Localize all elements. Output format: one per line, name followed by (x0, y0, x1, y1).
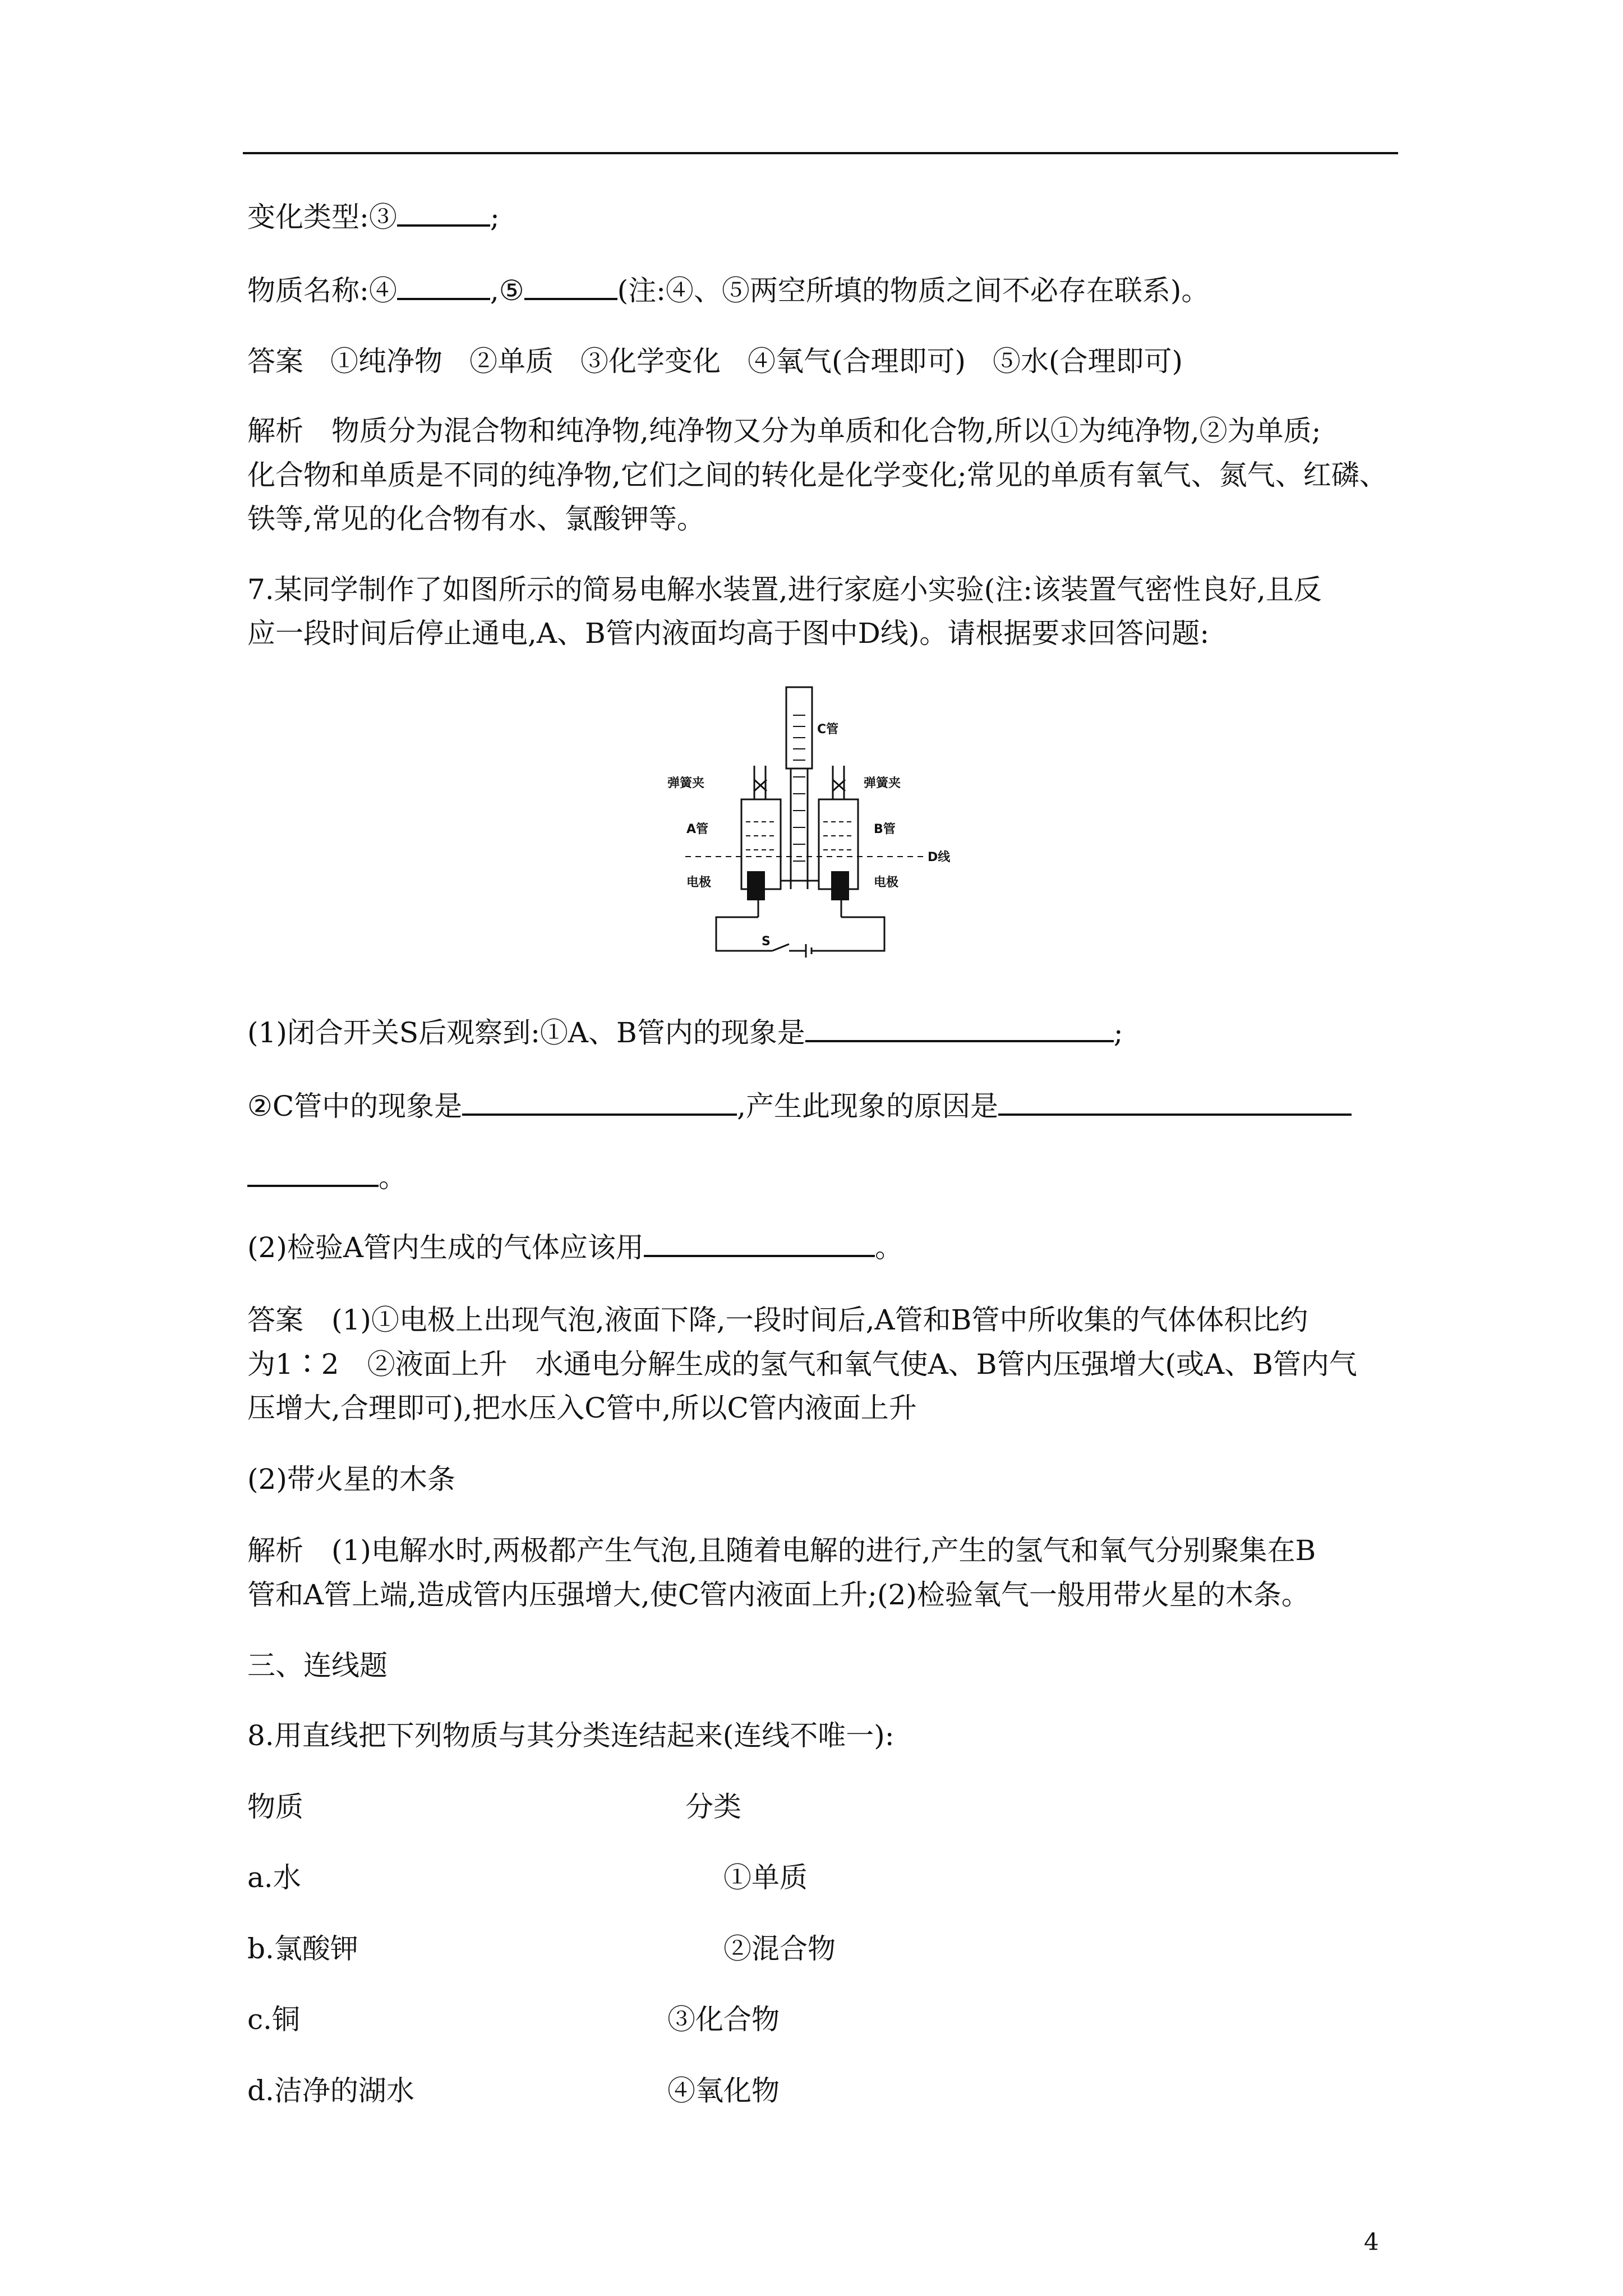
label-electrode-left: 电极 (686, 876, 712, 890)
blank-7-2[interactable] (644, 1230, 875, 1257)
analysis-6-line2: 化合物和单质是不同的纯净物,它们之间的转化是化学变化;常见的单质有氧气、氮气、红磷、 (247, 459, 1387, 491)
blank-7-1-reason-cont[interactable] (247, 1160, 379, 1187)
matching-category-4: ④氧化物 (667, 2074, 780, 2107)
header-rule (243, 152, 1398, 154)
question-7-line2: 应一段时间后停止通电,A、B管内液面均高于图中D线)。请根据要求回答问题: (247, 617, 1210, 650)
matching-category-2: ②混合物 (723, 1932, 836, 1965)
question-7-line1: 7.某同学制作了如图所示的简易电解水装置,进行家庭小实验(注:该装置气密性良好,且反 (247, 573, 1322, 606)
answer-7-line3: 压增大,合理即可),把水压入C管中,所以C管内液面上升 (247, 1392, 917, 1424)
matching-item-a: a.水 (247, 1861, 301, 1894)
electrode-right (831, 871, 849, 900)
matching-item-b: b.氯酸钾 (247, 1932, 358, 1965)
question-7-1: (1)闭合开关S后观察到:①A、B管内的现象是 ; (247, 1016, 1123, 1049)
blank-4[interactable] (397, 273, 490, 300)
page-number: 4 (1364, 2228, 1379, 2256)
label-clip-left: 弹簧夹 (667, 776, 705, 790)
electrolysis-apparatus-figure (663, 682, 966, 968)
label-a-tube: A管 (686, 822, 709, 836)
line-substance-names: 物质名称:④ ,⑤ (注:④、⑤两空所填的物质之间不必存在联系)。 (247, 274, 1210, 307)
label-clip-right: 弹簧夹 (864, 776, 901, 790)
question-7-1-reason-cont: 。 (247, 1160, 407, 1194)
label-d-line: D线 (928, 850, 951, 864)
question-7-1-c-tube: ②C管中的现象是 ,产生此现象的原因是 (247, 1089, 1352, 1123)
question-8: 8.用直线把下列物质与其分类连结起来(连线不唯一): (247, 1719, 895, 1752)
label-switch: S (762, 935, 771, 949)
blank-5[interactable] (524, 273, 617, 300)
question-7-2: (2)检验A管内生成的气体应该用 。 (247, 1231, 903, 1264)
analysis-7-line1: 解析 (1)电解水时,两极都产生气泡,且随着电解的进行,产生的氢气和氧气分别聚集在B (247, 1534, 1316, 1567)
label-b-tube: B管 (874, 822, 896, 836)
matching-category-1: ①单质 (723, 1861, 808, 1894)
answer-7-part2: (2)带火星的木条 (247, 1463, 455, 1496)
matching-item-c: c.铜 (247, 2003, 300, 2036)
line-answer-6: 答案 ①纯净物 ②单质 ③化学变化 ④氧气(合理即可) ⑤水(合理即可) (247, 345, 1183, 378)
analysis-6-line3: 铁等,常见的化合物有水、氯酸钾等。 (247, 503, 705, 535)
answer-7-line2: 为1∶2 ②液面上升 水通电分解生成的氢气和氧气使A、B管内压强增大(或A、B管内气 (247, 1348, 1357, 1381)
matching-item-d: d.洁净的湖水 (247, 2074, 414, 2107)
matching-category-3: ③化合物 (667, 2003, 780, 2036)
analysis-6-line1: 解析 物质分为混合物和纯净物,纯净物又分为单质和化合物,所以①为纯净物,②为单质; (247, 415, 1321, 447)
label-electrode-right: 电极 (874, 876, 899, 890)
line-change-type: 变化类型:③ ; (247, 201, 500, 233)
blank-7-1[interactable] (805, 1015, 1114, 1042)
electrode-left (747, 871, 765, 900)
label-c-tube: C管 (817, 723, 839, 737)
matching-header-substance: 物质 (247, 1791, 303, 1823)
analysis-7-line2: 管和A管上端,造成管内压强增大,使C管内液面上升;(2)检验氧气一般用带火星的木条。 (247, 1579, 1310, 1611)
blank-3[interactable] (397, 200, 490, 227)
blank-7-1-reason[interactable] (998, 1089, 1352, 1116)
answer-7-line1: 答案 (1)①电极上出现气泡,液面下降,一段时间后,A管和B管中所收集的气体体积比约 (247, 1304, 1308, 1336)
blank-7-1-c[interactable] (462, 1089, 737, 1116)
section-heading-matching: 三、连线题 (247, 1649, 388, 1682)
matching-header-category: 分类 (685, 1791, 741, 1823)
